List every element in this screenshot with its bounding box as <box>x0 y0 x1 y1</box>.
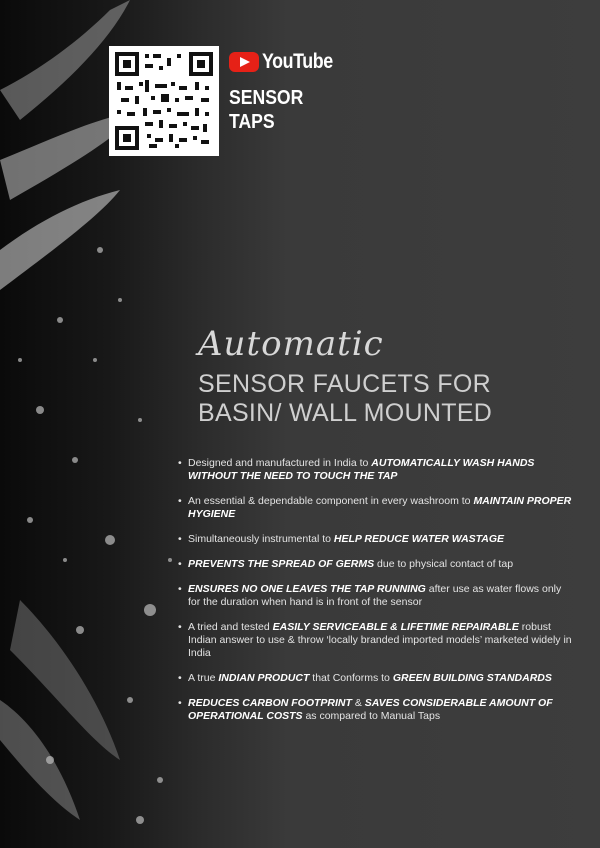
feature-item: • An essential & dependable component in every washroom to MAINTAIN PROPER HYGIENE <box>176 495 576 521</box>
product-label-line2: TAPS <box>229 111 275 133</box>
product-label-line1: SENSOR <box>229 87 304 109</box>
feature-item: • A tried and tested EASILY SERVICEABLE & LIFETIME REPAIRABLE robust Indian answer to use & throw ‘locally branded imported models’ marketed widely in India <box>176 621 576 660</box>
product-label <box>229 86 335 134</box>
page-title-line1: SENSOR FAUCETS FOR <box>198 370 491 398</box>
feature-item: • PREVENTS THE SPREAD OF GERMS due to physical contact of tap <box>176 558 576 571</box>
youtube-icon <box>229 52 259 72</box>
feature-item: • Simultaneously instrumental to HELP REDUCE WATER WASTAGE <box>176 533 576 546</box>
youtube-badge[interactable] <box>229 50 345 74</box>
page-title-line2: BASIN/ WALL MOUNTED <box>198 399 493 427</box>
feature-item: • Designed and manufactured in India to AUTOMATICALLY WASH HANDS WITHOUT THE NEED TO TOUCH THE TAP <box>176 457 576 483</box>
feature-item: • ENSURES NO ONE LEAVES THE TAP RUNNING after use as water flows only for the duration when hand is in front of the sensor <box>176 583 576 609</box>
page-title <box>198 370 588 428</box>
script-title: Automatic <box>198 324 384 364</box>
youtube-label: YouTube <box>262 50 333 73</box>
qr-code[interactable] <box>109 46 219 156</box>
feature-item: • A true INDIAN PRODUCT that Conforms to GREEN BUILDING STANDARDS <box>176 672 576 685</box>
feature-list <box>176 457 576 735</box>
feature-item: • REDUCES CARBON FOOTPRINT & SAVES CONSIDERABLE AMOUNT OF OPERATIONAL COSTS as compared to Manual Taps <box>176 697 576 723</box>
qr-code-pattern <box>115 52 213 150</box>
